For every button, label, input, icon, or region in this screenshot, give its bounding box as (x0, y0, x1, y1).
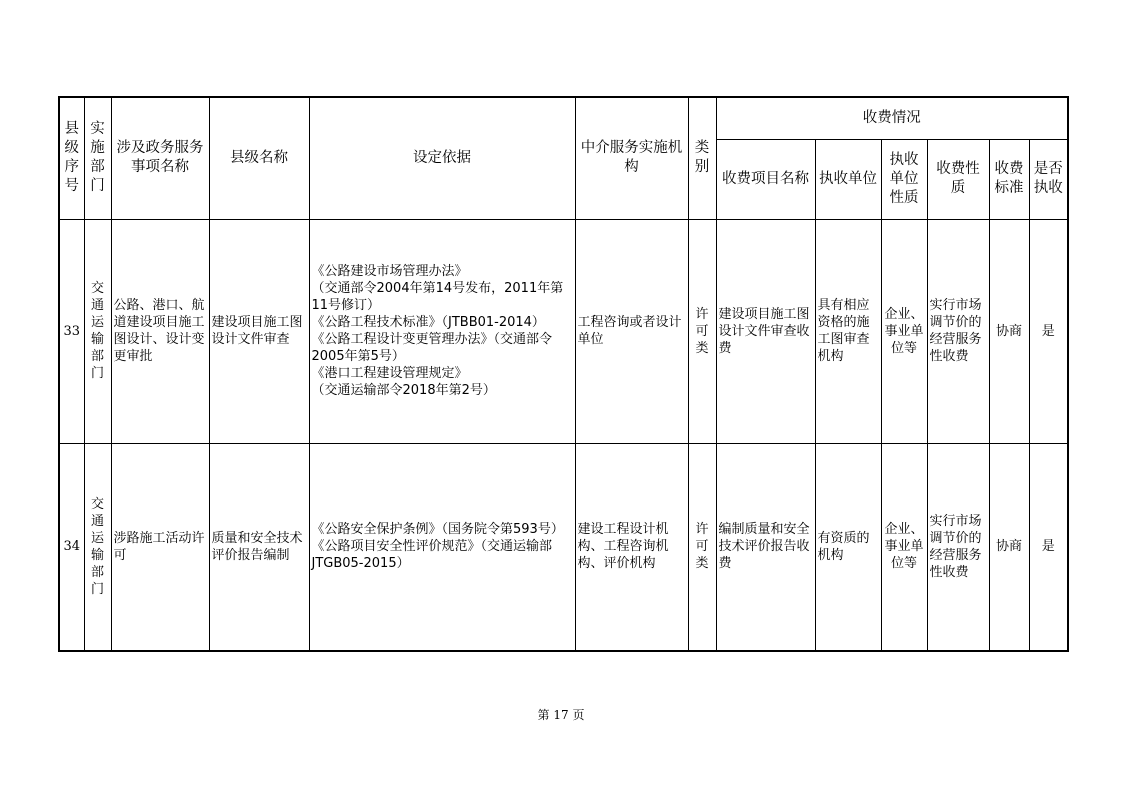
header-basis: 设定依据 (309, 97, 575, 219)
cell-fee-standard: 协商 (989, 219, 1029, 443)
cell-is-collected: 是 (1029, 443, 1068, 651)
page-number: 第 17 页 (537, 708, 585, 722)
cell-seq: 33 (59, 219, 84, 443)
header-fee-group: 收费情况 (716, 97, 1068, 139)
header-collector-nature: 执收单位性质 (881, 139, 927, 219)
cell-agency: 工程咨询或者设计单位 (575, 219, 688, 443)
header-fee-standard: 收费标准 (989, 139, 1029, 219)
header-item: 涉及政务服务事项名称 (111, 97, 209, 219)
basis-line: 《港口工程建设管理规定》 (311, 366, 468, 381)
cell-seq: 34 (59, 443, 84, 651)
cell-dept: 交通运输部门 (84, 219, 111, 443)
cell-item: 公路、港口、航道建设项目施工图设计、设计变更审批 (111, 219, 209, 443)
cell-fee-item: 编制质量和安全技术评价报告收费 (716, 443, 815, 651)
basis-line: 《公路工程设计变更管理办法》（交通部令2005年第5号） (311, 332, 553, 364)
basis-line: 《公路项目安全性评价规范》（交通运输部JTGB05-2015） (311, 539, 553, 572)
header-collector: 执收单位 (815, 139, 881, 219)
cell-fee-standard: 协商 (989, 443, 1029, 651)
header-fee-item: 收费项目名称 (716, 139, 815, 219)
header-seq: 县级序号 (59, 97, 84, 219)
basis-line: 《公路工程技术标准》（JTBB01-2014） (311, 315, 545, 330)
cell-basis (309, 219, 575, 443)
cell-dept: 交通运输部门 (84, 443, 111, 651)
basis-line: （交通运输部令2018年第2号） (311, 383, 496, 398)
basis-line: 《公路建设市场管理办法》 (311, 264, 468, 279)
header-is-collected: 是否执收 (1029, 139, 1068, 219)
cell-collector-nature: 企业、事业单位等 (881, 219, 927, 443)
cell-county-name: 建设项目施工图设计文件审查 (209, 219, 309, 443)
header-fee-nature: 收费性质 (927, 139, 989, 219)
cell-category: 许可类 (688, 219, 716, 443)
table-row (59, 443, 1068, 651)
table-row (59, 219, 1068, 443)
header-category: 类别 (688, 97, 716, 219)
cell-category: 许可类 (688, 443, 716, 651)
header-county-name: 县级名称 (209, 97, 309, 219)
cell-fee-item: 建设项目施工图设计文件审查收费 (716, 219, 815, 443)
cell-basis (309, 443, 575, 651)
cell-agency: 建设工程设计机构、工程咨询机构、评价机构 (575, 443, 688, 651)
cell-fee-nature: 实行市场调节价的经营服务性收费 (927, 219, 989, 443)
cell-item: 涉路施工活动许可 (111, 443, 209, 651)
basis-line: （交通部令2004年第14号发布，2011年第11号修订） (311, 281, 564, 313)
basis-line: 《公路安全保护条例》（国务院令第593号） (311, 522, 564, 538)
cell-collector: 具有相应资格的施工图审查机构 (815, 219, 881, 443)
cell-collector: 有资质的机构 (815, 443, 881, 651)
cell-is-collected: 是 (1029, 219, 1068, 443)
cell-county-name: 质量和安全技术评价报告编制 (209, 443, 309, 651)
header-agency: 中介服务实施机构 (575, 97, 688, 219)
fee-table (58, 96, 1069, 652)
cell-fee-nature: 实行市场调节价的经营服务性收费 (927, 443, 989, 651)
cell-collector-nature: 企业、事业单位等 (881, 443, 927, 651)
header-dept: 实施部门 (84, 97, 111, 219)
